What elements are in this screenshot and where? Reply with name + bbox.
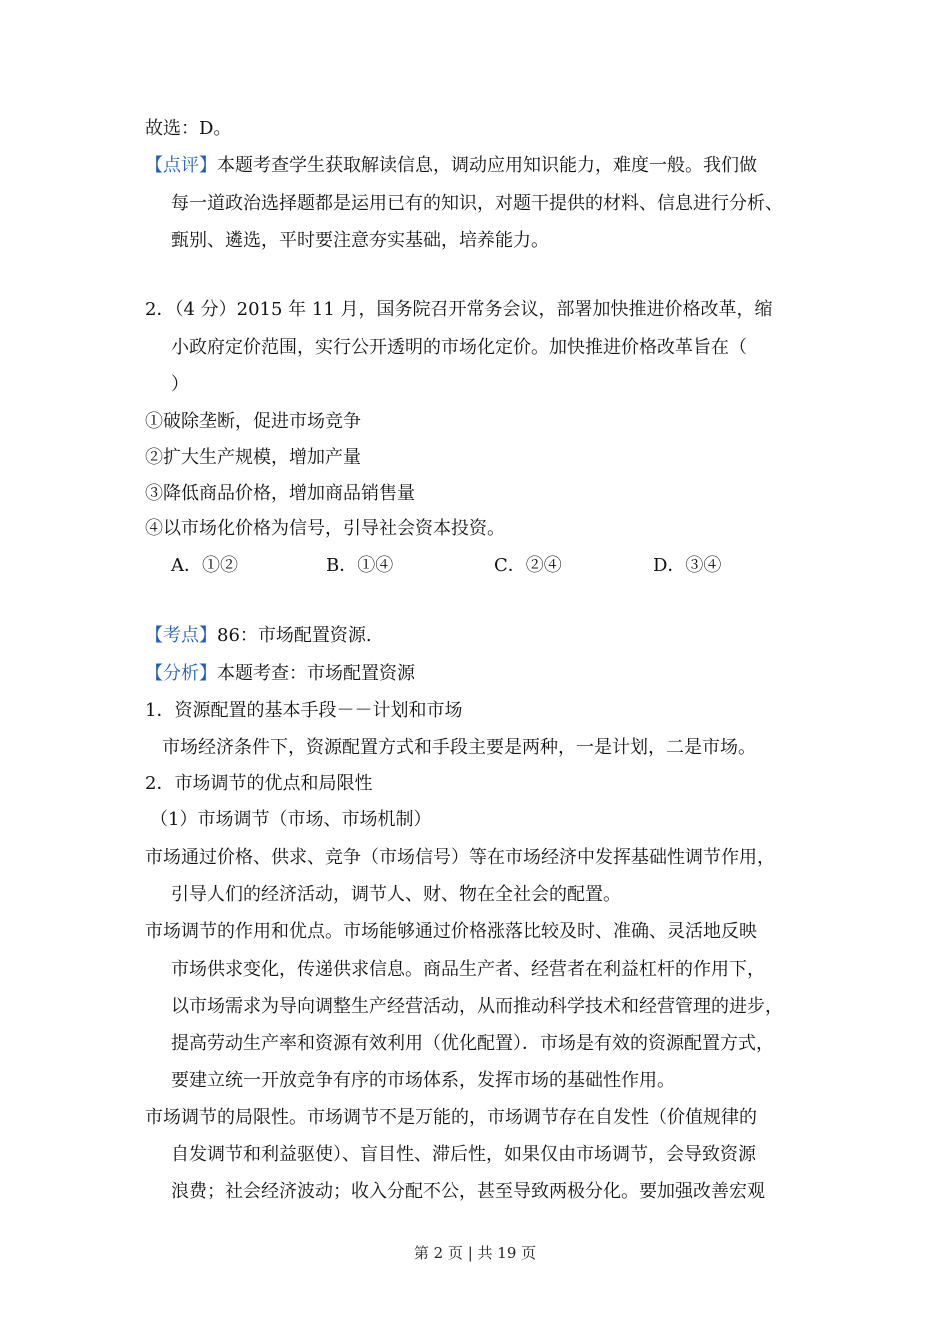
analysis-line-10: 提高劳动生产率和资源有效利用（优化配置）．市场是有效的资源配置方式， <box>171 1033 774 1054</box>
analysis-line-3: 2．市场调节的优点和局限性 <box>145 773 373 794</box>
page-footer: 第 2 页 | 共 19 页 <box>413 1244 537 1262</box>
statement-item-1: ①破除垄断，促进市场竞争 <box>145 411 361 432</box>
question-stem-2: 小政府定价范围，实行公开透明的市场化定价。加快推进价格改革旨在（ <box>171 337 747 358</box>
statement-item-3: ③降低商品价格，增加商品销售量 <box>145 483 415 504</box>
analysis-line-14: 浪费；社会经济波动；收入分配不公，甚至导致两极分化。要加强改善宏观 <box>171 1181 765 1202</box>
analysis-line-9: 以市场需求为导向调整生产经营活动，从而推动科学技术和经营管理的进步， <box>171 996 783 1017</box>
kaodian-tag: 【考点】 <box>145 625 217 646</box>
option-a: A．①② <box>171 555 238 576</box>
fenxi-text: 本题考查：市场配置资源 <box>217 663 415 684</box>
option-b: B．①④ <box>326 555 394 576</box>
analysis-line-7: 市场调节的作用和优点。市场能够通过价格涨落比较及时、准确、灵活地反映 <box>145 921 757 942</box>
analysis-line-8: 市场供求变化，传递供求信息。商品生产者、经营者在利益杠杆的作用下， <box>171 959 765 980</box>
comment-line-3: 甄别、遴选，平时要注意夯实基础，培养能力。 <box>171 230 549 251</box>
comment-line-2: 每一道政治选择题都是运用已有的知识，对题干提供的材料、信息进行分析、 <box>171 193 783 214</box>
question-stem-1: 2．（4 分）2015 年 11 月，国务院召开常务会议，部署加快推进价格改革，缩 <box>145 299 773 320</box>
question-stem-3: ） <box>171 374 189 395</box>
analysis-line-13: 自发调节和利益驱使）、盲目性、滞后性，如果仅由市场调节，会导致资源 <box>171 1144 756 1165</box>
answer-options <box>0 554 950 578</box>
analysis-line-11: 要建立统一开放竞争有序的市场体系，发挥市场的基础性作用。 <box>171 1070 675 1091</box>
analysis-line-12: 市场调节的局限性。市场调节不是万能的，市场调节存在自发性（价值规律的 <box>145 1107 757 1128</box>
option-c: C．②④ <box>494 555 562 576</box>
analysis-line-1: 1．资源配置的基本手段－－计划和市场 <box>145 700 463 721</box>
answer-line: 故选：D。 <box>145 118 232 139</box>
comment-line-1 <box>145 154 757 178</box>
kaodian-text: 86：市场配置资源. <box>217 625 372 646</box>
analysis-line-2: 市场经济条件下，资源配置方式和手段主要是两种，一是计划，二是市场。 <box>162 737 756 758</box>
analysis-line-6: 引导人们的经济活动，调节人、财、物在全社会的配置。 <box>171 884 621 905</box>
statement-item-2: ②扩大生产规模，增加产量 <box>145 447 361 468</box>
analysis-line-4: （1）市场调节（市场、市场机制） <box>150 809 432 830</box>
comment-text-1: 本题考查学生获取解读信息，调动应用知识能力，难度一般。我们做 <box>217 155 757 176</box>
kaodian-line <box>145 624 372 648</box>
fenxi-line <box>145 662 415 686</box>
analysis-line-5: 市场通过价格、供求、竞争（市场信号）等在市场经济中发挥基础性调节作用， <box>145 847 775 868</box>
option-d: D．③④ <box>653 555 722 576</box>
comment-tag: 【点评】 <box>145 155 217 176</box>
fenxi-tag: 【分析】 <box>145 663 217 684</box>
statement-item-4: ④以市场化价格为信号，引导社会资本投资。 <box>145 518 505 539</box>
